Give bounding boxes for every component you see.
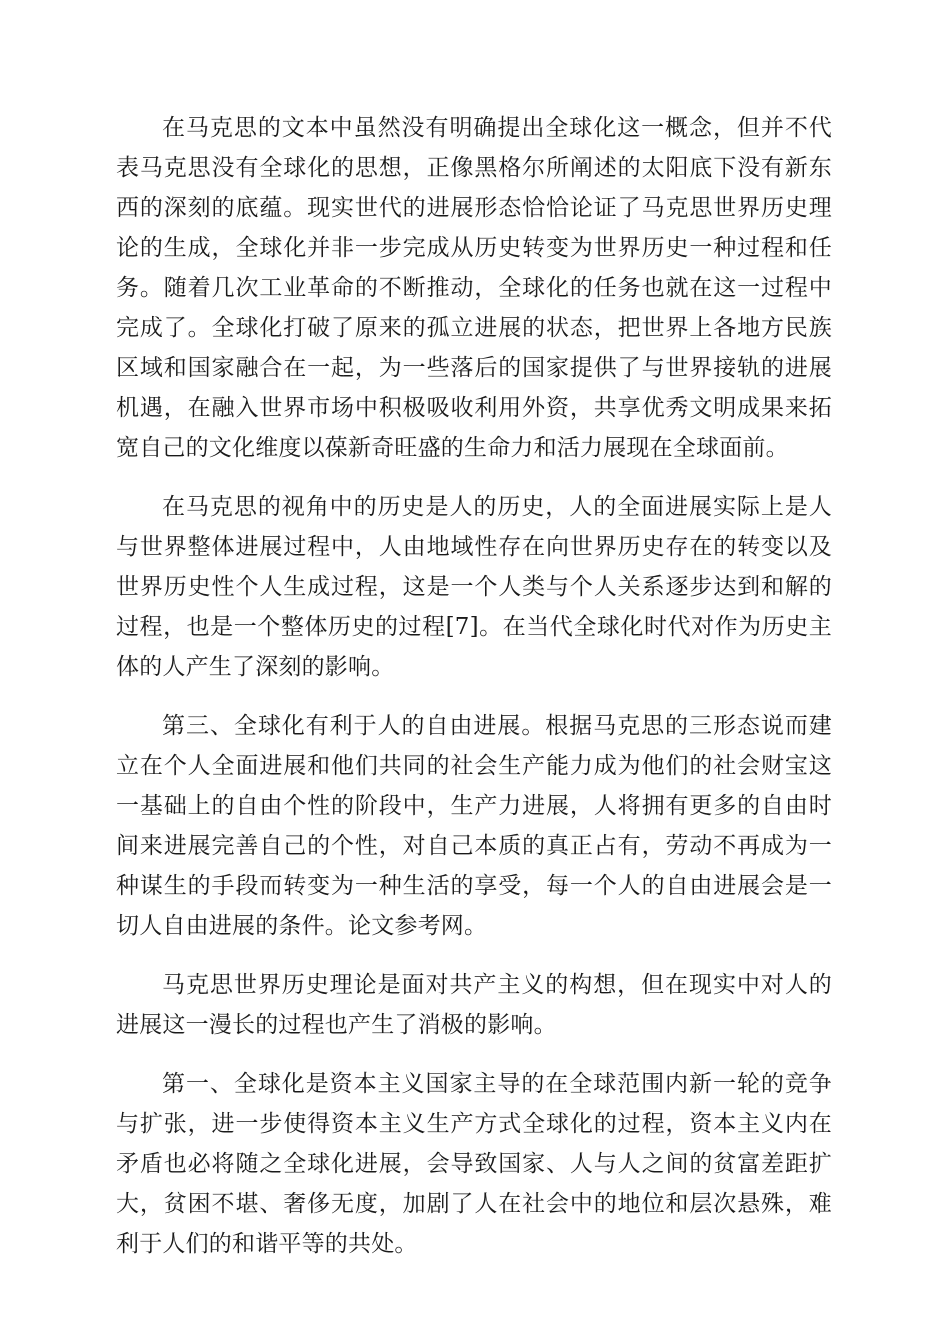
paragraph-4: 马克思世界历史理论是面对共产主义的构想，但在现实中对人的进展这一漫长的过程也产生了消极的影响。 (116, 972, 832, 1038)
paragraph-1: 在马克思的文本中虽然没有明确提出全球化这一概念，但并不代表马克思没有全球化的思想，正像黑格尔所阐述的太阳底下没有新东西的深刻的底蕴。现实世代的进展形态恰恰论证了马克思世界历史理论的生成，全球化并非一步完成从历史转变为世界历史一种过程和任务。随着几次工业革命的不断推动，全球化的任务也就在这一过程中完成了。全球化打破了原来的孤立进展的状态，把世界上各地方民族区域和国家融合在一起，为一些落后的国家提供了与世界接轨的进展机遇，在融入世界市场中积极吸收利用外资，共享优秀文明成果来拓宽自己的文化维度以葆新奇旺盛的生命力和活力展现在全球面前。 (116, 115, 832, 461)
paragraph-2: 在马克思的视角中的历史是人的历史，人的全面进展实际上是人与世界整体进展过程中，人由地域性存在向世界历史存在的转变以及世界历史性个人生成过程，这是一个人类与个人关系逐步达到和解的过程，也是一个整体历史的过程[7]。在当代全球化时代对作为历史主体的人产生了深刻的影响。 (116, 494, 832, 680)
paragraph-3: 第三、全球化有利于人的自由进展。根据马克思的三形态说而建立在个人全面进展和他们共同的社会生产能力成为他们的社会财宝这一基础上的自由个性的阶段中，生产力进展，人将拥有更多的自由时间来进展完善自己的个性，对自己本质的真正占有，劳动不再成为一种谋生的手段而转变为一种生活的享受，每一个人的自由进展会是一切人自由进展的条件。论文参考网。 (116, 713, 832, 939)
paragraph-5: 第一、全球化是资本主义国家主导的在全球范围内新一轮的竞争与扩张，进一步使得资本主义生产方式全球化的过程，资本主义内在矛盾也必将随之全球化进展，会导致国家、人与人之间的贫富差距扩大，贫困不堪、奢侈无度，加剧了人在社会中的地位和层次悬殊，难利于人们的和谐平等的共处。 (116, 1071, 832, 1257)
